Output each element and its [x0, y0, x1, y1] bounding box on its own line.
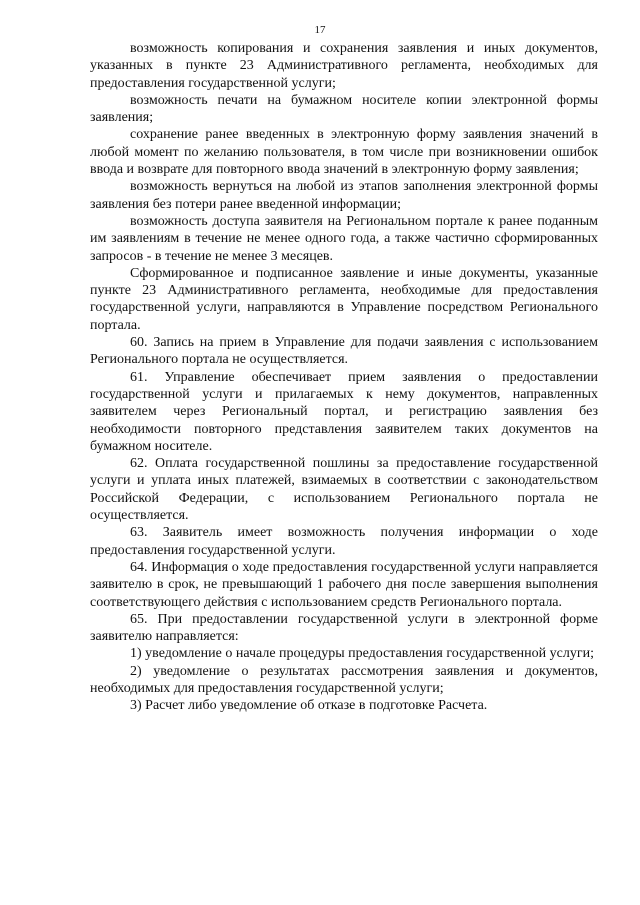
paragraph-item-60: 60. Запись на прием в Управление для подачи заявления с использованием Регионального портала не осуществляется.	[90, 335, 598, 368]
paragraph: возможность вернуться на любой из этапов заполнения электронной формы заявления без потери ранее введенной информации;	[90, 179, 598, 212]
page-number: 17	[314, 24, 326, 36]
paragraph-item-64: 64. Информация о ходе предоставления государственной услуги направляется заявителю в срок, не превышающий 1 рабочего дня после завершения выполнения соответствующего действия с использованием средств Регионального портала.	[90, 559, 598, 610]
paragraph: Сформированное и подписанное заявление и иные документы, указанные пункте 23 Административного регламента, необходимые для предоставления государственной услуги, направляются в Управление посредством Регионального портала.	[90, 265, 598, 333]
list-item: 1) уведомление о начале процедуры предоставления государственной услуги;	[130, 646, 594, 662]
paragraph-item-65: 65. При предоставлении государственной услуги в электронной форме заявителю направляется:	[90, 611, 598, 645]
list-item: 2) уведомление о результатах рассмотрения заявления и документов, необходимых для предоставления государственной услуги;	[90, 663, 598, 696]
paragraph-item-62: 62. Оплата государственной пошлины за предоставление государственной услуги и уплата иных платежей, взимаемых в соответствии с законодательством Российской Федерации, с использованием Регионального портала не осуществляется.	[90, 456, 598, 524]
paragraph: возможность печати на бумажном носителе копии электронной формы заявления;	[90, 92, 598, 126]
list-item: 3) Расчет либо уведомление об отказе в подготовке Расчета.	[130, 698, 488, 714]
paragraph: возможность копирования и сохранения заявления и иных документов, указанных в пункте 23 Административного регламента, необходимых для предоставления государственной услуги;	[90, 41, 598, 91]
paragraph: сохранение ранее введенных в электронную форму заявления значений в любой момент по желанию пользователя, в том числе при возникновении ошибок ввода и возврате для повторного ввода значений в электронную форму заявления;	[90, 127, 598, 178]
document-body	[90, 40, 598, 715]
paragraph: возможность доступа заявителя на Региональном портале к ранее поданным им заявлениям в течение не менее одного года, а также частично сформированных запросов - в течение не менее 3 месяцев.	[90, 213, 598, 264]
paragraph-item-61: 61. Управление обеспечивает прием заявления о предоставлении государственной услуги и прилагаемых к нему документов, направленных заявителем через Региональный портал, и регистрацию заявления без необходимости повторного представления заявителем таких документов на бумажном носителе.	[90, 369, 598, 454]
paragraph-item-63: 63. Заявитель имеет возможность получения информации о ходе предоставления государственной услуги.	[90, 525, 598, 558]
